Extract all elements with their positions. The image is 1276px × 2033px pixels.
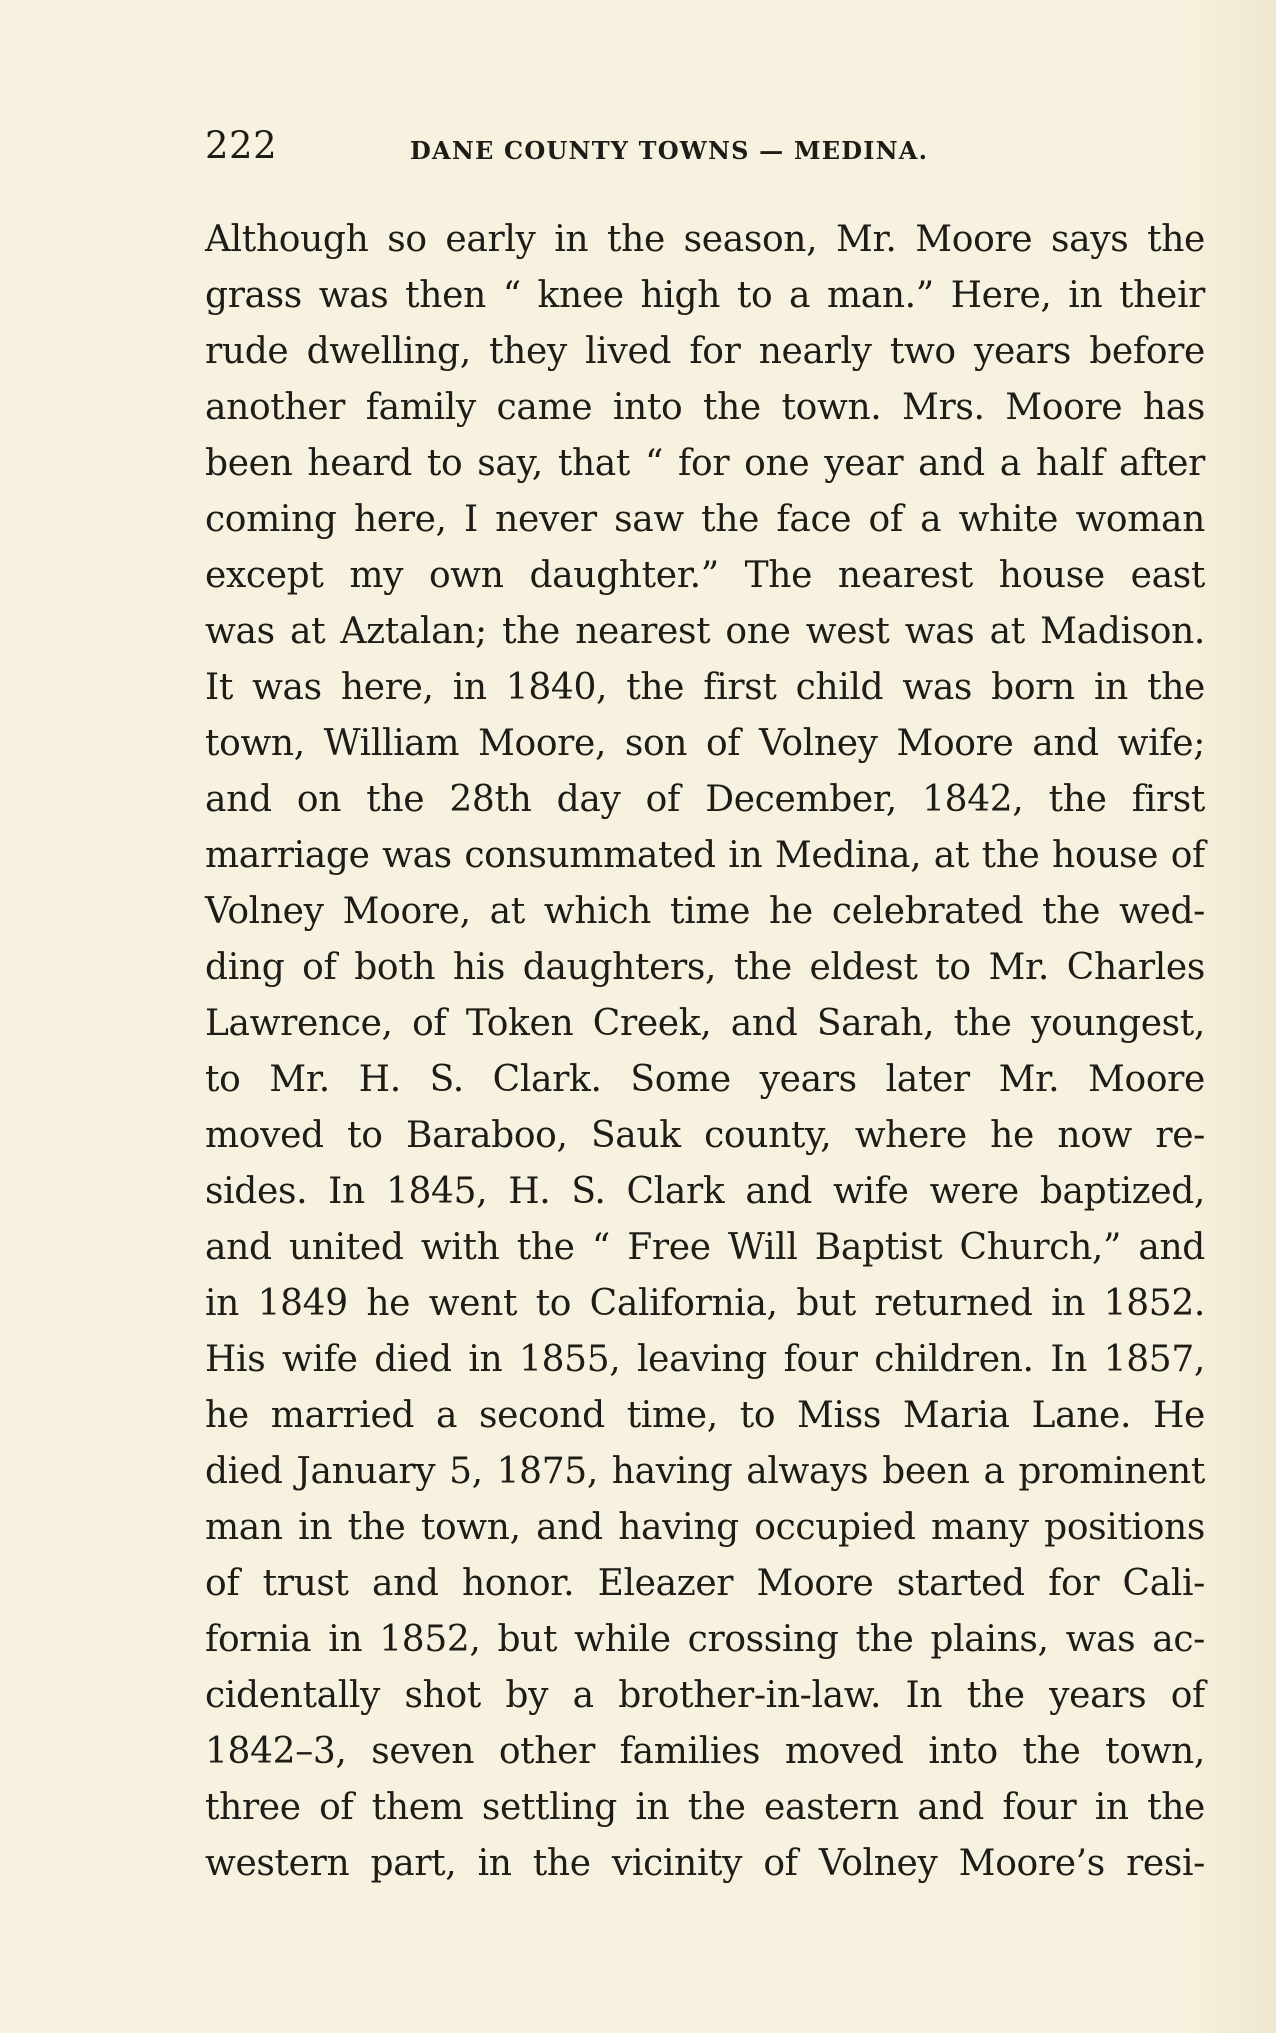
text-line: except my own daughter.” The nearest house east — [205, 555, 1205, 596]
text-line: His wife died in 1855, leaving four children. In 1857, — [205, 1339, 1205, 1380]
text-line: It was here, in 1840, the first child was born in the — [205, 667, 1205, 708]
text-line: moved to Baraboo, Sauk county, where he now re- — [205, 1115, 1205, 1156]
text-line: was at Aztalan; the nearest one west was at Madison. — [205, 611, 1205, 652]
text-line: another family came into the town. Mrs. Moore has — [205, 387, 1205, 428]
text-line: he married a second time, to Miss Maria Lane. He — [205, 1395, 1205, 1436]
page-number: 222 — [205, 124, 278, 167]
text-line: rude dwelling, they lived for nearly two years before — [205, 331, 1205, 372]
page-header — [205, 124, 1085, 174]
text-line: Volney Moore, at which time he celebrated the wed- — [205, 891, 1205, 932]
body-text — [205, 212, 1205, 1892]
text-line: Although so early in the season, Mr. Moore says the — [205, 219, 1205, 260]
text-line: grass was then “ knee high to a man.” Here, in their — [205, 275, 1205, 316]
text-line: of trust and honor. Eleazer Moore started for Cali- — [205, 1563, 1205, 1604]
text-line: and united with the “ Free Will Baptist Church,” and — [205, 1227, 1205, 1268]
text-line: coming here, I never saw the face of a white woman — [205, 499, 1205, 540]
text-line: three of them settling in the eastern and four in the — [205, 1787, 1205, 1828]
text-line: died January 5, 1875, having always been a prominent — [205, 1451, 1205, 1492]
text-line: 1842–3, seven other families moved into the town, — [205, 1731, 1205, 1772]
running-head: DANE COUNTY TOWNS — MEDINA. — [410, 136, 929, 165]
text-line: Lawrence, of Token Creek, and Sarah, the youngest, — [205, 1003, 1205, 1044]
text-line: ding of both his daughters, the eldest to Mr. Charles — [205, 947, 1205, 988]
text-line: to Mr. H. S. Clark. Some years later Mr. Moore — [205, 1059, 1205, 1100]
text-line: western part, in the vicinity of Volney Moore’s resi- — [205, 1843, 1205, 1884]
text-line: been heard to say, that “ for one year and a half after — [205, 443, 1205, 484]
text-line: sides. In 1845, H. S. Clark and wife were baptized, — [205, 1171, 1205, 1212]
text-line: cidentally shot by a brother-in-law. In the years of — [205, 1675, 1205, 1716]
text-line: in 1849 he went to California, but returned in 1852. — [205, 1283, 1205, 1324]
text-line: town, William Moore, son of Volney Moore and wife; — [205, 723, 1205, 764]
text-line: marriage was consummated in Medina, at the house of — [205, 835, 1205, 876]
text-line: and on the 28th day of December, 1842, the first — [205, 779, 1205, 820]
text-line: fornia in 1852, but while crossing the plains, was ac- — [205, 1619, 1205, 1660]
text-line: man in the town, and having occupied many positions — [205, 1507, 1205, 1548]
